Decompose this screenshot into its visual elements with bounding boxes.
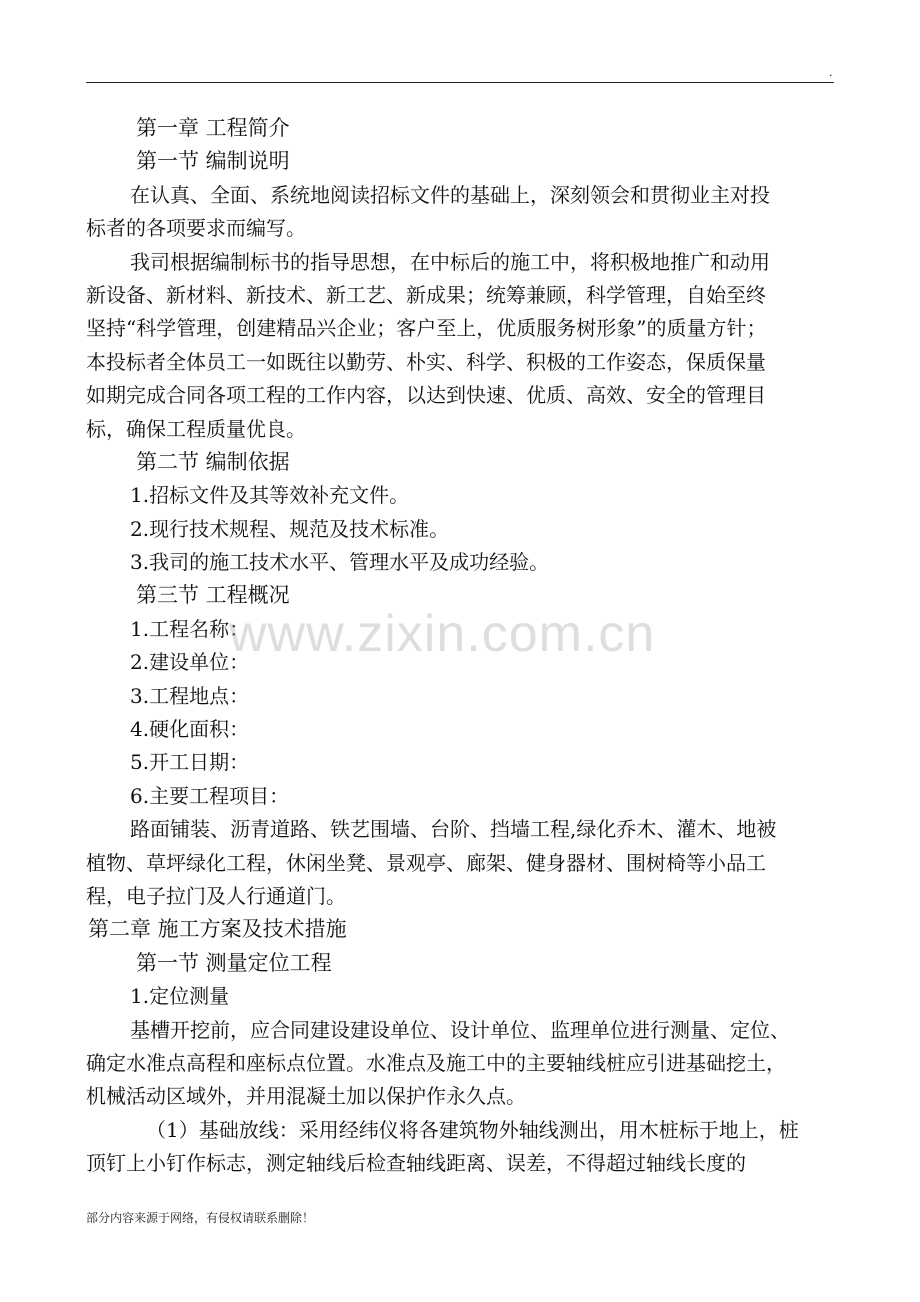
section-heading: 第一节 编制说明 [136, 149, 290, 174]
chapter-heading: 第一章 工程简介 [136, 116, 290, 140]
list-item: 3.我司的施工技术水平、管理水平及成功经验。 [130, 550, 550, 575]
list-item: 2.建设单位： [130, 650, 250, 675]
footer-disclaimer: 部分内容来源于网络，有侵权请联系删除！ [86, 1211, 315, 1225]
section-heading: 第二节 编制依据 [136, 449, 290, 474]
paragraph-line: 顶钉上小钉作标志，测定轴线后检查轴线距离、误差，不得超过轴线长度的 [86, 1151, 746, 1176]
paragraph-line: 程，电子拉门及人行通道门。 [86, 883, 346, 908]
paragraph-first-line: 路面铺装、沥青道路、铁艺围墙、台阶、挡墙工程,绿化乔木、灌木、地被 [130, 817, 777, 842]
section-heading: 第一节 测量定位工程 [136, 950, 332, 975]
list-item: 5.开工日期： [130, 750, 250, 775]
document-body [86, 112, 834, 1181]
list-item: 3.工程地点： [130, 683, 250, 708]
paragraph-line: 坚持“科学管理，创建精品兴企业；客户至上，优质服务树形象”的质量方针； [86, 316, 767, 341]
paragraph-line: 如期完成合同各项工程的工作内容，以达到快速、优质、高效、安全的管理目 [86, 383, 766, 408]
paragraph-line: 确定水准点高程和座标点位置。水准点及施工中的主要轴线桩应引进基础挖土， [86, 1050, 786, 1075]
paragraph-line: 标者的各项要求而编写。 [86, 216, 306, 241]
list-item: 1.定位测量 [130, 984, 230, 1009]
paragraph-line: 新设备、新材料、新技术、新工艺、新成果；统筹兼顾，科学管理，自始至终 [86, 282, 766, 307]
header-rule [86, 82, 834, 83]
paragraph-line: 植物、草坪绿化工程，休闲坐凳、景观亭、廊架、健身器材、围树椅等小品工 [86, 850, 766, 875]
paragraph-line: 标，确保工程质量优良。 [86, 416, 306, 441]
section-heading: 第三节 工程概况 [136, 583, 290, 608]
paragraph-first-line: 我司根据编制标书的指导思想，在中标后的施工中，将积极地推广和动用 [130, 249, 770, 274]
list-item: 4.硬化面积： [130, 717, 250, 742]
watermark: www.zixin.com.cn [229, 605, 656, 663]
list-item: 2.现行技术规程、规范及技术标准。 [130, 516, 450, 541]
paragraph-first-line: 在认真、全面、系统地阅读招标文件的基础上，深刻领会和贯彻业主对投 [130, 182, 770, 207]
list-item: 1.工程名称： [130, 616, 250, 641]
chapter-heading: 第二章 施工方案及技术措施 [88, 917, 347, 942]
sub-item-first-line: （1）基础放线：采用经纬仪将各建筑物外轴线测出，用木桩标于地上，桩 [146, 1117, 799, 1142]
paragraph-line: 机械活动区域外，并用混凝土加以保护作永久点。 [86, 1084, 526, 1109]
paragraph-line: 本投标者全体员工一如既往以勤劳、朴实、科学、积极的工作姿态，保质保量 [86, 349, 766, 374]
list-item: 6.主要工程项目： [130, 783, 290, 808]
list-item: 1.招标文件及其等效补充文件。 [130, 483, 410, 508]
paragraph-first-line: 基槽开挖前，应合同建设建设单位、设计单位、监理单位进行测量、定位、 [130, 1017, 790, 1042]
header-corner-mark: . [829, 65, 833, 79]
